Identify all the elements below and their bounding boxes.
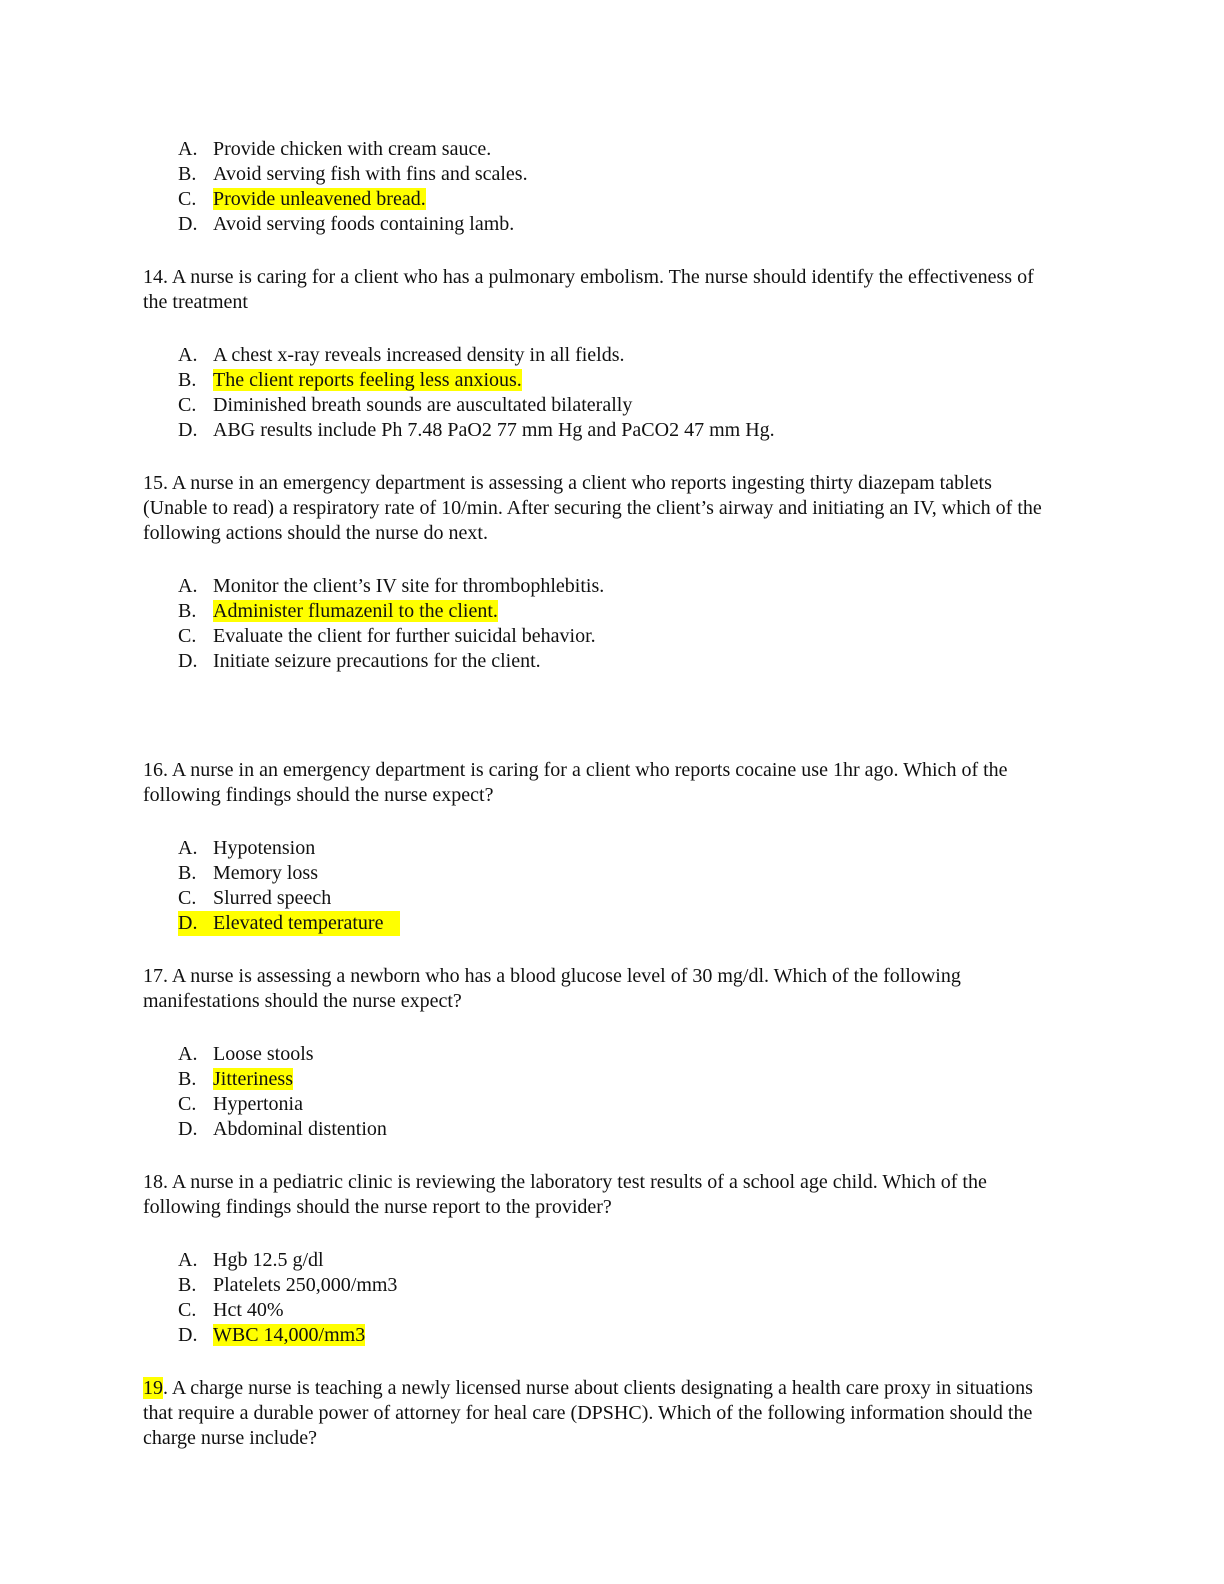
q14-option-d [143, 418, 1058, 443]
option-letter: C. [178, 394, 197, 416]
question-15 [143, 471, 1058, 674]
question-14 [143, 265, 1058, 443]
question-19 [143, 1376, 1058, 1451]
question-stem-text: . A charge nurse is teaching a newly licensed nurse about clients designating a health care proxy in situations that require a durable power of attorney for heal care (DPSHC). Which of the following information should the charge nurse include? [143, 1377, 1033, 1449]
q17-option-a [143, 1042, 1058, 1067]
q18-option-a [143, 1248, 1058, 1273]
option-text: Diminished breath sounds are auscultated bilaterally [213, 394, 633, 416]
q13-option-b [143, 162, 1058, 187]
option-letter: A. [178, 1043, 198, 1065]
q17-option-c [143, 1092, 1058, 1117]
q14-option-a [143, 343, 1058, 368]
question-stem: 17. A nurse is assessing a newborn who has a blood glucose level of 30 mg/dl. Which of the following manifestations should the nurse expect? [143, 965, 961, 1012]
option-text: Avoid serving fish with fins and scales. [213, 163, 528, 185]
highlighted-answer: Administer flumazenil to the client. [213, 600, 498, 622]
document-content [143, 137, 1058, 1451]
option-letter: B. [178, 369, 197, 391]
highlighted-answer: Provide unleavened bread. [213, 188, 426, 210]
question-18 [143, 1170, 1058, 1348]
option-text: Hct 40% [213, 1299, 284, 1321]
highlighted-answer: WBC 14,000/mm3 [213, 1324, 366, 1346]
q17-option-d [143, 1117, 1058, 1142]
question-number-highlight: 19 [143, 1377, 163, 1399]
option-letter: C. [178, 625, 197, 647]
option-letter: D. [178, 213, 198, 235]
highlighted-answer: Jitteriness [213, 1068, 293, 1090]
question-stem: 18. A nurse in a pediatric clinic is reviewing the laboratory test results of a school age child. Which of the following findings should the nurse report to the provider? [143, 1171, 987, 1218]
option-text: Initiate seizure precautions for the client. [213, 650, 541, 672]
option-letter: A. [178, 837, 198, 859]
question-stem: 15. A nurse in an emergency department is assessing a client who reports ingesting thirty diazepam tablets (Unable to read) a respiratory rate of 10/min. After securing the client’s airway and initiating an IV, which of the following actions should the nurse do next. [143, 472, 1042, 544]
q18-option-b [143, 1273, 1058, 1298]
option-letter: C. [178, 887, 197, 909]
q14-options [143, 343, 1058, 443]
option-letter: B. [178, 862, 197, 884]
question-stem [143, 1376, 1058, 1451]
q15-options [143, 574, 1058, 674]
option-letter: B. [178, 600, 197, 622]
q16-option-d [143, 911, 1058, 936]
q15-option-d [143, 649, 1058, 674]
option-text: Abdominal distention [213, 1118, 387, 1140]
option-letter: D. [178, 419, 198, 441]
q18-option-c [143, 1298, 1058, 1323]
highlighted-answer: The client reports feeling less anxious. [213, 369, 522, 391]
q16-options [143, 836, 1058, 936]
q18-options [143, 1248, 1058, 1348]
q17-options [143, 1042, 1058, 1142]
q18-option-d [143, 1323, 1058, 1348]
q15-option-a [143, 574, 1058, 599]
option-text: Hgb 12.5 g/dl [213, 1249, 324, 1271]
option-letter: D. [178, 1118, 198, 1140]
q17-option-b [143, 1067, 1058, 1092]
q16-option-b [143, 861, 1058, 886]
option-letter: D. [178, 1324, 198, 1346]
option-text: Monitor the client’s IV site for thrombophlebitis. [213, 575, 605, 597]
option-text: Evaluate the client for further suicidal behavior. [213, 625, 596, 647]
option-letter: A. [178, 138, 198, 160]
question-stem: 14. A nurse is caring for a client who has a pulmonary embolism. The nurse should identify the effectiveness of the treatment [143, 266, 1034, 313]
option-text: Avoid serving foods containing lamb. [213, 213, 515, 235]
option-text: Provide chicken with cream sauce. [213, 138, 492, 160]
highlighted-answer: Elevated temperature [213, 912, 384, 934]
q13-option-c [143, 187, 1058, 212]
option-letter: B. [178, 163, 197, 185]
question-17 [143, 964, 1058, 1142]
option-letter: C. [178, 1093, 197, 1115]
q13-options [143, 137, 1058, 237]
option-letter: A. [178, 575, 198, 597]
option-letter: D. [178, 912, 198, 934]
option-letter: C. [178, 1299, 197, 1321]
question-stem: 16. A nurse in an emergency department is caring for a client who reports cocaine use 1hr ago. Which of the following findings should the nurse expect? [143, 759, 1008, 806]
question-16 [143, 758, 1058, 936]
option-text: ABG results include Ph 7.48 PaO2 77 mm Hg and PaCO2 47 mm Hg. [213, 419, 775, 441]
option-text: Slurred speech [213, 887, 332, 909]
option-letter: A. [178, 344, 198, 366]
option-text: Hypotension [213, 837, 316, 859]
option-text: A chest x-ray reveals increased density in all fields. [213, 344, 625, 366]
q16-option-a [143, 836, 1058, 861]
option-text: Loose stools [213, 1043, 314, 1065]
q15-option-b [143, 599, 1058, 624]
option-letter: B. [178, 1274, 197, 1296]
option-text: Platelets 250,000/mm3 [213, 1274, 398, 1296]
q15-option-c [143, 624, 1058, 649]
option-letter: D. [178, 650, 198, 672]
q13-option-a [143, 137, 1058, 162]
option-text: Memory loss [213, 862, 318, 884]
q13-option-d [143, 212, 1058, 237]
q14-option-b [143, 368, 1058, 393]
option-letter: C. [178, 188, 197, 210]
q14-option-c [143, 393, 1058, 418]
option-letter: B. [178, 1068, 197, 1090]
option-text: Hypertonia [213, 1093, 303, 1115]
option-letter: A. [178, 1249, 198, 1271]
q16-option-c [143, 886, 1058, 911]
